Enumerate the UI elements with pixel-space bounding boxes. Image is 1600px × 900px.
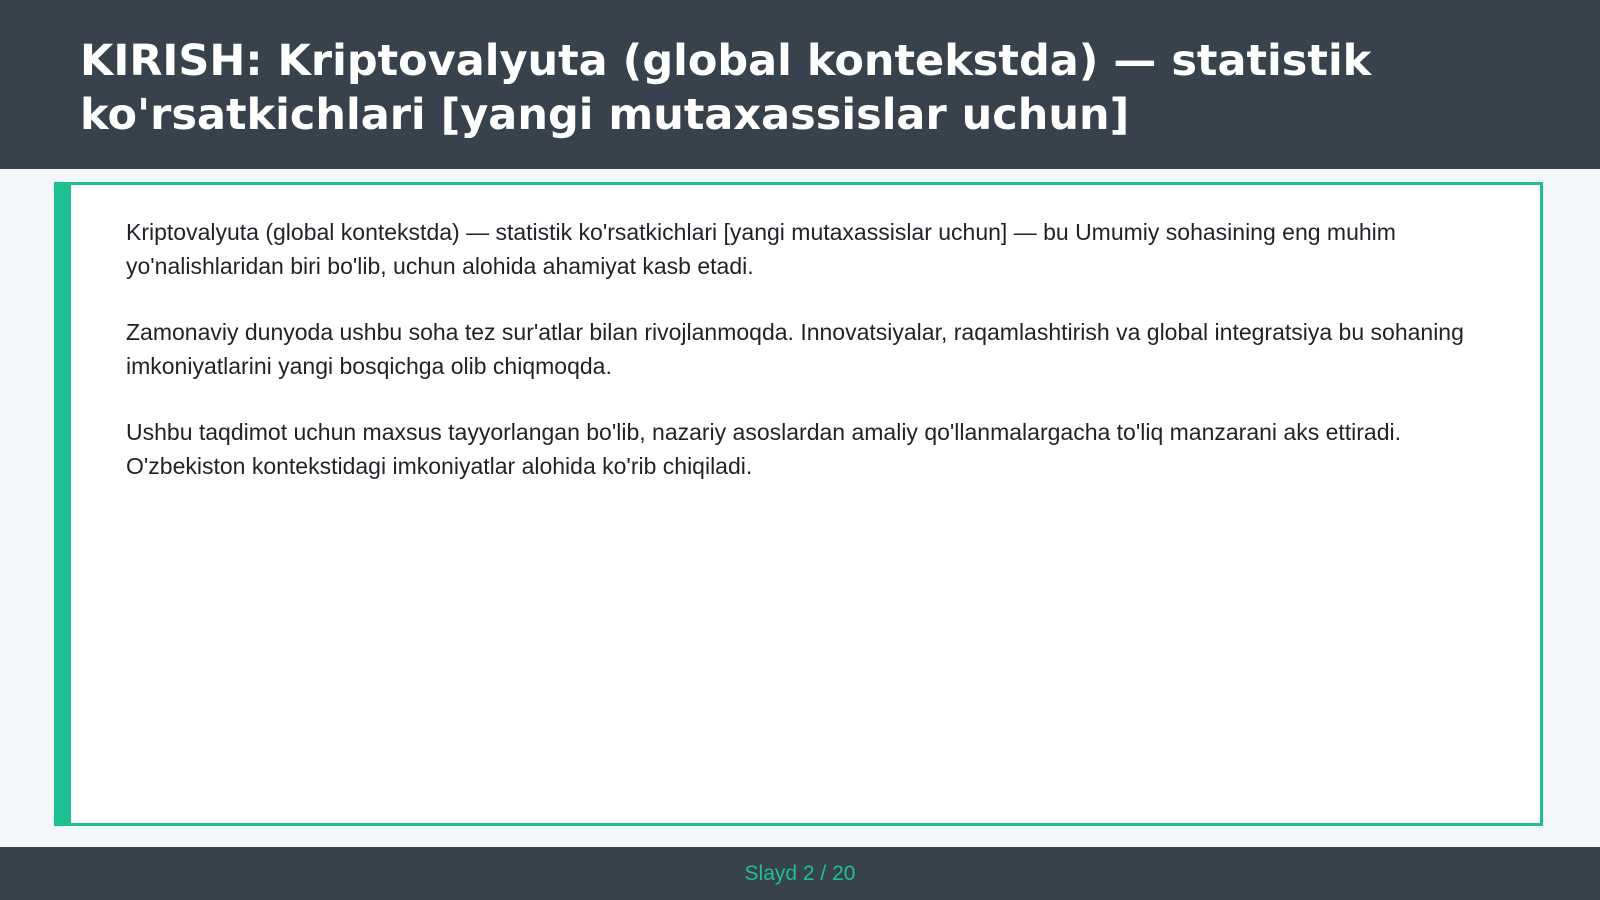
slide-title: KIRISH: Kriptovalyuta (global kontekstda) — statistik ko'rsatkichlari [yangi mutaxassislar uchun] bbox=[80, 36, 1372, 140]
paragraph-intro: Kriptovalyuta (global kontekstda) — statistik ko'rsatkichlari [yangi mutaxassislar uchun] — bu Umumiy sohasining eng muhim yo'nalishlaridan biri bo'lib, uchun alohida ahamiyat kasb etadi. bbox=[126, 219, 1396, 279]
slide-number: Slayd 2 / 20 bbox=[744, 862, 856, 885]
paragraph-presentation: Ushbu taqdimot uchun maxsus tayyorlangan bo'lib, nazariy asoslardan amaliy qo'llanmalargacha to'liq manzarani aks ettiradi. O'zbekiston kontekstidagi imkoniyatlar alohida ko'rib chiqiladi. bbox=[126, 419, 1402, 479]
slide-header bbox=[0, 0, 1600, 169]
paragraph-modern-world: Zamonaviy dunyoda ushbu soha tez sur'atlar bilan rivojlanmoqda. Innovatsiyalar, raqamlashtirish va global integratsiya bu sohaning imkoniyatlarini yangi bosqichga olib chiqmoqda. bbox=[126, 319, 1464, 379]
slide-footer bbox=[0, 847, 1600, 900]
body-text bbox=[126, 215, 1506, 515]
content-box bbox=[54, 182, 1543, 826]
